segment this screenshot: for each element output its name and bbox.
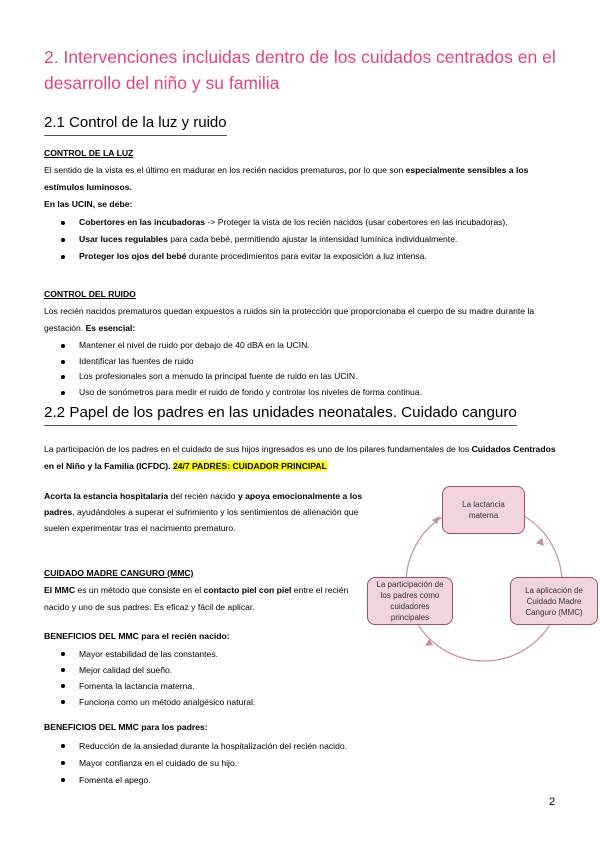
list-item: Mantener el nivel de ruido por debajo de 40 dBA en la UCIN. — [44, 338, 554, 354]
page-number: 2 — [549, 796, 556, 808]
parents-paragraph: Acorta la estancia hospitalaria del recién nacido y apoya emocionalmente a los padres, ayudándoles a superar el sufrimiento y los sentimientos de alienación que suelen experimentar tras el nacimiento prematuro. — [44, 491, 363, 533]
list-item: Cobertores en las incubadoras -> Proteger la vista de los recién nacidos (usar cobertores en las incubadoras). — [44, 215, 554, 230]
list-item: Mayor confianza en el cuidado de su hijo. — [44, 755, 464, 772]
diagram-node-mmc: La aplicación de Cuidado Madre Canguro (MMC) — [510, 577, 598, 625]
benefits-parents-title: BENEFICIOS DEL MMC para los padres: — [44, 722, 208, 732]
parents-intro: La participación de los padres en el cuidado de sus hijos ingresados es uno de los pilares fundamentales de los Cuidados Centrados en el Niño y la Familia (ICFDC). 24/7 PADRES: CUIDADOR PRINCIPAL — [44, 444, 556, 471]
diagram-node-parents: La participación de los padres como cuidadores principales — [367, 577, 453, 625]
ucin-intro: En las UCIN, se debe: — [44, 199, 133, 209]
list-item: Mejor calidad del sueño. — [44, 662, 374, 678]
benefits-newborn-block — [44, 628, 374, 710]
benefits-newborn-title: BENEFICIOS DEL MMC para el recién nacido: — [44, 631, 230, 641]
highlight-badge: 24/7 PADRES: CUIDADOR PRINCIPAL — [172, 461, 327, 471]
arrow-icon — [432, 516, 440, 524]
section-title-parents: 2.2 Papel de los padres en las unidades neonatales. Cuidado canguro — [44, 403, 517, 426]
light-text: El sentido de la vista es el último en madurar en los recién nacidos prematuros, por lo que son — [44, 165, 406, 175]
section-title-light-noise: 2.1 Control de la luz y ruido — [44, 113, 227, 136]
list-item: Identificar las fuentes de ruido — [44, 354, 554, 370]
list-item: Proteger los ojos del bebé durante procedimientos para evitar la exposición a luz intensa. — [44, 249, 554, 265]
mmc-paragraph: El MMC es un método que consiste en el contacto piel con piel entre el recién nacido y uno de sus padres. Es eficaz y fácil de aplicar. — [44, 585, 349, 612]
list-item: Mayor estabilidad de las constantes. — [44, 646, 374, 662]
benefits-parents-list — [44, 738, 464, 789]
noise-control-label: CONTROL DEL RUIDO — [44, 289, 136, 299]
benefits-newborn-list — [44, 646, 374, 710]
list-item: Uso de sonómetros para medir el ruido de fondo y controlar los niveles de forma continua. — [44, 385, 554, 401]
light-list — [44, 215, 554, 265]
noise-paragraph: Los recién nacidos prematuros quedan expuestos a ruidos sin la protección que proporcionaba el cuerpo de su madre durante la gestación. Es esencial: — [44, 306, 535, 333]
arrow-icon — [425, 639, 433, 646]
diagram-node-lactation: La lactancia materna — [442, 486, 525, 534]
noise-control-block — [44, 286, 554, 400]
mmc-label: CUIDADO MADRE CANGURO (MMC) — [44, 568, 194, 578]
list-item: Fomenta el apego. — [44, 772, 464, 789]
list-item: Los profesionales son a menudo la principal fuente de ruido en las UCIN. — [44, 369, 554, 385]
benefits-parents-block — [44, 719, 464, 789]
list-item: Funciona como un método analgésico natural. — [44, 694, 374, 710]
list-item: Fomenta la lactancia materna. — [44, 678, 374, 694]
arrow-icon — [536, 538, 544, 546]
cycle-ring — [406, 505, 562, 661]
light-paragraph — [44, 162, 554, 196]
light-control-block — [44, 145, 554, 265]
page-title: 2. Intervenciones incluidas dentro de los cuidados centrados en el desarrollo del niño y su familia — [44, 47, 556, 93]
noise-list — [44, 338, 554, 400]
list-item: Usar luces regulables para cada bebé, permitiendo ajustar la intensidad lumínica individualmente. — [44, 232, 554, 248]
light-control-label: CONTROL DE LA LUZ — [44, 148, 134, 158]
mmc-block — [44, 565, 364, 616]
light-emphasis: especialmente sensibles a los estímulos luminosos. — [44, 165, 529, 192]
list-item: Reducción de la ansiedad durante la hospitalización del recién nacido. — [44, 738, 464, 755]
